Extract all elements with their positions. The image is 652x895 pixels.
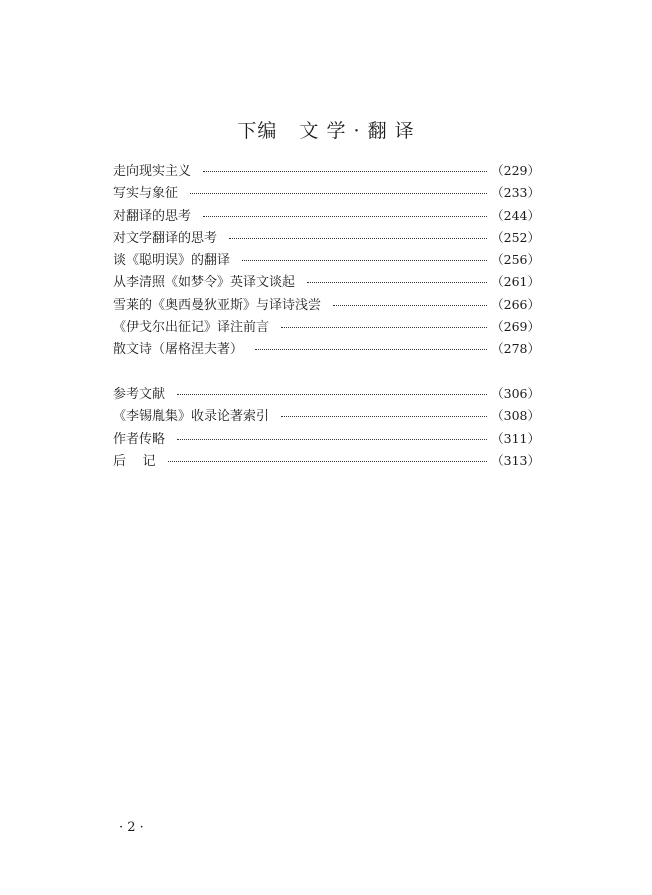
toc-entry[interactable]: [113, 182, 540, 204]
toc-entry-page: （244）: [491, 207, 540, 223]
toc-list-main: [113, 160, 540, 361]
toc-entry[interactable]: [113, 227, 540, 249]
dot-leader: [168, 461, 488, 462]
toc-entry[interactable]: [113, 338, 540, 360]
toc-entry-title: 谈《聪明误》的翻译: [113, 253, 231, 269]
dot-leader: [281, 327, 487, 328]
toc-entry-page: （261）: [491, 274, 540, 290]
toc-entry[interactable]: [113, 249, 540, 271]
toc-entry-page: （313）: [491, 452, 540, 468]
toc-entry-title: 对文学翻译的思考: [113, 230, 218, 246]
toc-entry-page: （311）: [491, 430, 540, 446]
toc-entry[interactable]: [113, 294, 540, 316]
toc-entry[interactable]: [113, 383, 540, 405]
toc-entry-title: 《李锡胤集》收录论著索引: [113, 409, 270, 425]
toc-entry[interactable]: [113, 160, 540, 182]
toc-entry-title: 《伊戈尔出征记》译注前言: [113, 320, 270, 336]
toc-entry[interactable]: [113, 450, 540, 472]
toc-entry-page: （308）: [491, 408, 540, 424]
dot-leader: [203, 171, 487, 172]
toc-entry-title: 散文诗（屠格涅夫著）: [113, 342, 244, 358]
toc-entry[interactable]: [113, 316, 540, 338]
toc-entry-title: 作者传略: [113, 431, 166, 447]
dot-leader: [242, 260, 487, 261]
part-label: 下编: [237, 120, 278, 142]
toc-entry-title: 雪莱的《奥西曼狄亚斯》与译诗浅尝: [113, 297, 322, 313]
toc-entry-page: （266）: [491, 296, 540, 312]
page-title: [0, 116, 652, 143]
dot-leader: [203, 216, 487, 217]
toc-list-appendix: [113, 383, 540, 472]
toc-entry-page: （278）: [491, 341, 540, 357]
dot-leader: [255, 349, 487, 350]
dot-leader: [229, 238, 487, 239]
toc-entry-title: 走向现实主义: [113, 164, 192, 179]
toc-entry[interactable]: [113, 271, 540, 293]
toc-entry-page: （256）: [491, 252, 540, 268]
dot-leader: [177, 394, 487, 395]
dot-leader: [307, 282, 487, 283]
toc-entry[interactable]: [113, 405, 540, 427]
toc-entry-page: （229）: [491, 163, 540, 178]
toc-entry-title: 参考文献: [113, 387, 166, 402]
toc-entry-title: 从李清照《如梦令》英译文谈起: [113, 275, 296, 291]
toc-entry-page: （252）: [491, 229, 540, 245]
toc-entry-page: （233）: [491, 185, 540, 201]
toc-entry[interactable]: [113, 205, 540, 227]
toc-entry-title: 写实与象征: [113, 186, 179, 202]
toc-entry-title: 对翻译的思考: [113, 208, 192, 224]
page-number: · 2 ·: [119, 820, 144, 835]
toc-entry-page: （306）: [491, 386, 540, 401]
toc-entry[interactable]: [113, 428, 540, 450]
dot-leader: [281, 416, 487, 417]
part-title: 文 学 · 翻 译: [299, 120, 415, 142]
dot-leader: [333, 305, 487, 306]
dot-leader: [190, 193, 487, 194]
toc-entry-page: （269）: [491, 319, 540, 335]
dot-leader: [177, 439, 487, 440]
toc-entry-title: 后 记: [113, 453, 156, 469]
